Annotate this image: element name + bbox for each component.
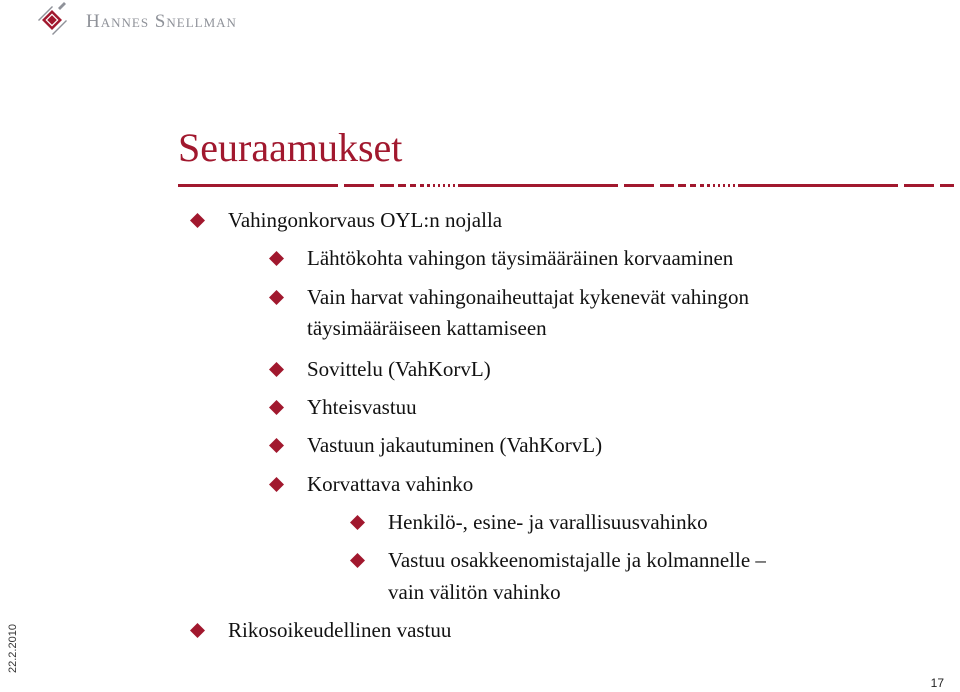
diamond-bullet-icon (269, 438, 284, 453)
diamond-bullet-icon (190, 623, 205, 638)
diamond-bullet-icon (350, 515, 365, 530)
list-item-text: Rikosoikeudellinen vastuu (228, 618, 452, 642)
list-item-text-continuation: täysimääräiseen kattamiseen (307, 316, 547, 340)
list-item-text: Henkilö-, esine- ja varallisuusvahinko (388, 510, 708, 534)
diamond-bullet-icon (269, 477, 284, 492)
diamond-bullet-icon (350, 553, 365, 568)
list-item-text: Lähtökohta vahingon täysimääräinen korvaaminen (307, 246, 734, 270)
list-item-text: Vain harvat vahingonaiheuttajat kykenevät vahingon (307, 285, 750, 309)
list-item-text: Korvattava vahinko (307, 472, 474, 496)
logo-wordmark: Hannes Snellman (86, 11, 237, 32)
list-item-text: Vahingonkorvaus OYL:n nojalla (228, 208, 503, 232)
list-item-text: Vastuun jakautuminen (VahKorvL) (307, 433, 603, 457)
list-item-text: Sovittelu (VahKorvL) (307, 357, 491, 381)
diamond-bullet-icon (269, 400, 284, 415)
list-item-text-continuation: vain välitön vahinko (388, 580, 561, 604)
list-item-text: Vastuu osakkeenomistajalle ja kolmannelle – (388, 548, 766, 572)
page-number: 17 (930, 676, 944, 690)
diamond-bullet-icon (269, 362, 284, 377)
slide-title: Seuraamukset (178, 125, 403, 170)
diamond-bullet-icon (190, 213, 205, 228)
diamond-bullet-icon (269, 290, 284, 305)
diamond-bullet-icon (269, 251, 284, 266)
list-item-text: Yhteisvastuu (307, 395, 417, 419)
slide-date: 22.2.2010 (7, 624, 19, 673)
